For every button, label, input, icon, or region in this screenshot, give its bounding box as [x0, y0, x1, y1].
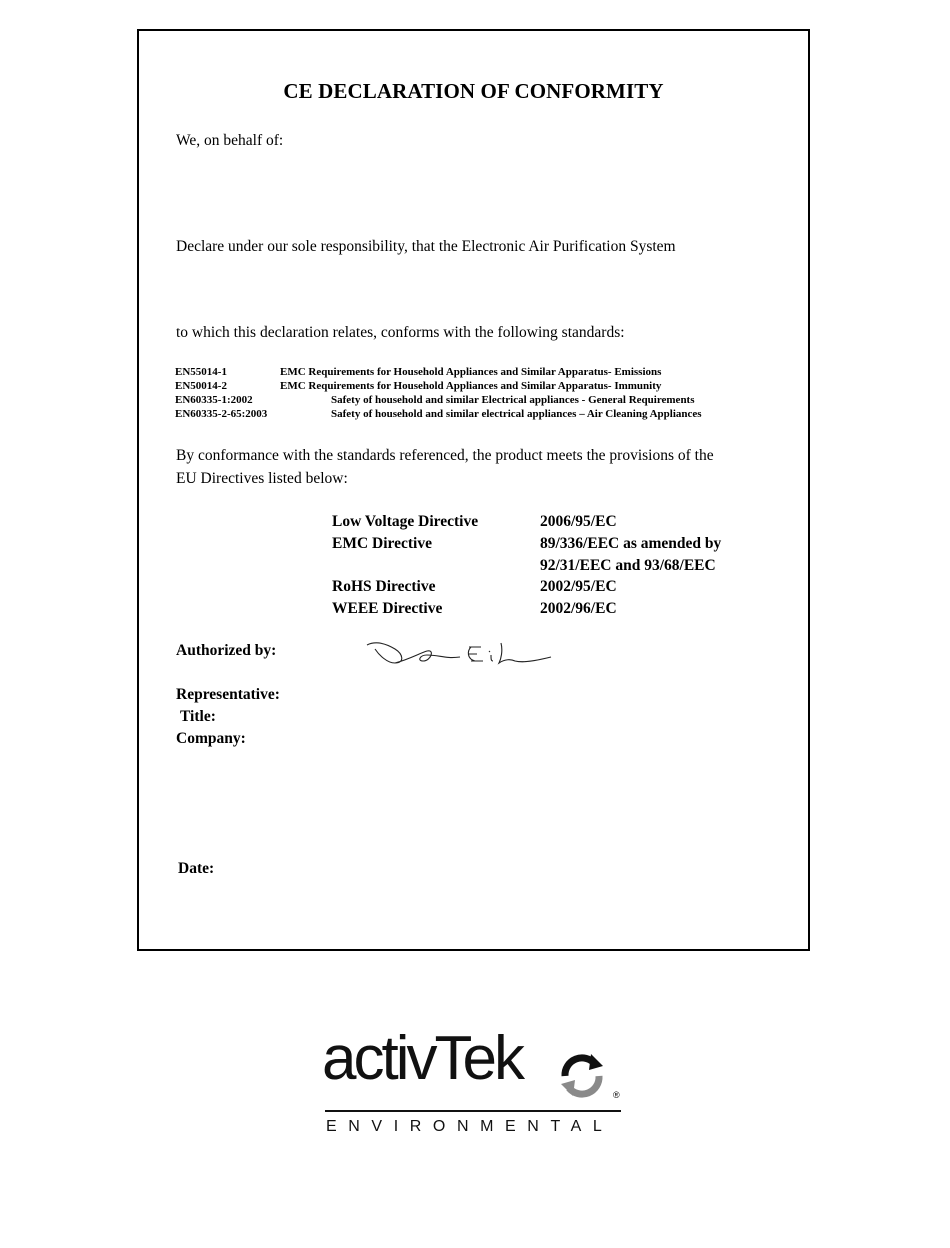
directive-value: 89/336/EEC as amended by [540, 535, 722, 552]
logo-subtitle: ENVIRONMENTAL [326, 1118, 614, 1135]
standard-code: EN60335-2-65:2003 [175, 408, 268, 420]
directive-value: 2006/95/EC [540, 513, 617, 530]
directive-name: RoHS Directive [332, 578, 436, 595]
directive-value: 92/31/EEC and 93/68/EEC [540, 557, 716, 574]
standard-desc: EMC Requirements for Household Appliances and Similar Apparatus- Emissions [280, 366, 662, 378]
standard-code: EN55014-1 [175, 366, 227, 378]
document-title: CE DECLARATION OF CONFORMITY [283, 79, 664, 103]
standard-code: EN60335-1:2002 [175, 394, 253, 406]
standard-desc: EMC Requirements for Household Appliances and Similar Apparatus- Immunity [280, 380, 662, 392]
directive-name: EMC Directive [332, 535, 432, 552]
company-label: Company: [176, 730, 246, 747]
declaration-frame [137, 29, 810, 951]
directive-value: 2002/95/EC [540, 578, 617, 595]
relates-text: to which this declaration relates, conforms with the following standards: [176, 324, 625, 341]
representative-label: Representative: [176, 686, 280, 703]
authorized-by-label: Authorized by: [176, 642, 277, 659]
registered-mark: ® [613, 1090, 620, 1100]
standard-desc: Safety of household and similar electrical appliances – Air Cleaning Appliances [331, 408, 702, 420]
conformance-line-1: By conformance with the standards referenced, the product meets the provisions of the [176, 447, 714, 464]
title-label: Title: [180, 708, 216, 725]
directive-name: WEEE Directive [332, 600, 443, 617]
conformance-line-2: EU Directives listed below: [176, 470, 348, 487]
standard-desc: Safety of household and similar Electrical appliances - General Requirements [331, 394, 695, 406]
on-behalf-text: We, on behalf of: [176, 132, 284, 149]
signature-icon [365, 635, 555, 671]
declare-text: Declare under our sole responsibility, that the Electronic Air Purification System [176, 238, 676, 255]
circular-arrows-icon [557, 1050, 607, 1100]
directive-name: Low Voltage Directive [332, 513, 479, 530]
activtek-logo [322, 1024, 627, 1142]
directive-value: 2002/96/EC [540, 600, 617, 617]
logo-wordmark: activTek [322, 1024, 522, 1093]
standard-code: EN50014-2 [175, 380, 227, 392]
date-label: Date: [178, 860, 215, 877]
logo-divider [325, 1110, 621, 1112]
